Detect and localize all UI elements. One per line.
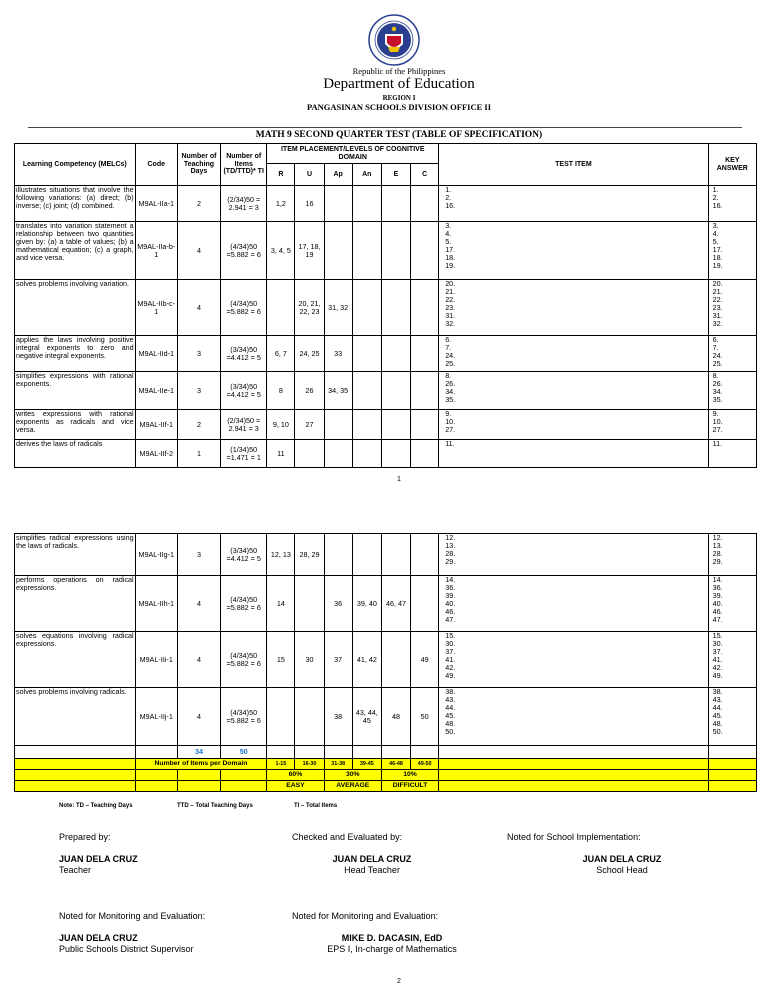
level-u-cell: 26 — [295, 372, 324, 410]
competency-cell: simplifies expressions with rational exponents. — [15, 372, 136, 410]
days-cell: 4 — [177, 576, 220, 632]
table-row — [15, 410, 757, 440]
range-e: 46-48 — [381, 759, 410, 770]
test-item-cell: 15. 30. 37. 41. 42. 49. — [439, 632, 708, 688]
level-e-cell — [381, 372, 410, 410]
code-cell: M9AL-IIe-1 — [135, 372, 177, 410]
level-an-cell — [352, 440, 381, 468]
days-cell: 4 — [177, 632, 220, 688]
col-header-test-item: TEST ITEM — [439, 144, 708, 186]
items-cell: (4/34)50 =5.882 = 6 — [221, 280, 267, 336]
competency-cell: performs operations on radical expressions. — [15, 576, 136, 632]
competency-cell: applies the laws involving positive integral exponents to zero and negative integral exponents. — [15, 336, 136, 372]
level-u-cell: 16 — [295, 186, 324, 222]
items-cell: (4/34)50 =5.882 = 6 — [221, 576, 267, 632]
level-r-cell: 15 — [267, 632, 295, 688]
level-ap-cell: 33 — [324, 336, 352, 372]
competency-cell: solves problems involving variation. — [15, 280, 136, 336]
test-item-cell: 14. 36. 39. 40. 46. 47. — [439, 576, 708, 632]
checked-title: Head Teacher — [344, 865, 400, 875]
key-answer-cell: 8. 26. 34. 35. — [708, 372, 756, 410]
summary-percents-row — [15, 770, 757, 781]
level-ap-cell — [324, 222, 352, 280]
code-cell: M9AL-IId-1 — [135, 336, 177, 372]
days-cell: 4 — [177, 280, 220, 336]
range-r: 1-15 — [267, 759, 295, 770]
code-cell: M9AL-IIf-2 — [135, 440, 177, 468]
level-r-cell: 8 — [267, 372, 295, 410]
items-cell: (3/34)50 =4.412 = 5 — [221, 372, 267, 410]
col-header-an: An — [352, 164, 381, 186]
level-e-cell — [381, 410, 410, 440]
code-cell: M9AL-IIj-1 — [135, 688, 177, 746]
competency-cell: writes expressions with rational exponents as radicals and vice versa. — [15, 410, 136, 440]
key-answer-cell: 20. 21. 22. 23. 31. 32. — [708, 280, 756, 336]
page-number-1: 1 — [397, 476, 401, 483]
test-item-cell: 9. 10. 27. — [439, 410, 708, 440]
table-row — [15, 372, 757, 410]
level-an-cell: 41, 42 — [352, 632, 381, 688]
level-e-cell: 46, 47 — [381, 576, 410, 632]
col-header-days: Number of Teaching Days — [177, 144, 220, 186]
col-header-r: R — [267, 164, 295, 186]
monitor1-label: Noted for Monitoring and Evaluation: — [59, 911, 206, 921]
division-name: PANGASINAN SCHOOLS DIVISION OFFICE II — [306, 102, 492, 112]
col-header-code: Code — [135, 144, 177, 186]
test-item-cell: 20. 21. 22. 23. 31. 32. — [439, 280, 708, 336]
level-ap-cell — [324, 186, 352, 222]
level-an-cell — [352, 336, 381, 372]
key-answer-cell: 6. 7. 24. 25. — [708, 336, 756, 372]
level-u-cell: 20, 21, 22, 23 — [295, 280, 324, 336]
items-cell: (3/34)50 =4.412 = 5 — [221, 534, 267, 576]
monitor2-title: EPS I, In-charge of Mathematics — [327, 944, 457, 954]
level-c-cell: 50 — [411, 688, 439, 746]
monitor2-name: MIKE D. DACASIN, EdD — [341, 933, 443, 943]
noted-label: Noted for School Implementation: — [507, 832, 641, 842]
level-e-cell — [381, 632, 410, 688]
table-row — [15, 336, 757, 372]
level-ap-cell: 37 — [324, 632, 352, 688]
days-cell: 2 — [177, 186, 220, 222]
col-header-key: KEY ANSWER — [708, 144, 756, 186]
col-header-items: Number of Items (TD/TTD)* TI — [221, 144, 267, 186]
level-r-cell: 11 — [267, 440, 295, 468]
table-row — [15, 576, 757, 632]
level-r-cell: 9, 10 — [267, 410, 295, 440]
level-u-cell — [295, 440, 324, 468]
competency-cell: illustrates situations that involve the following variations: (a) direct; (b) inverse; (c) joint; (d) combined. — [15, 186, 136, 222]
region-name: REGION I — [382, 94, 416, 102]
level-e-cell — [381, 440, 410, 468]
items-cell: (2/34)50 = 2.941 = 3 — [221, 186, 267, 222]
days-cell: 3 — [177, 336, 220, 372]
level-ap-cell — [324, 534, 352, 576]
key-answer-cell: 12. 13. 28. 29. — [708, 534, 756, 576]
tos-table-page-2 — [14, 533, 757, 792]
page-number-2: 2 — [397, 978, 401, 985]
code-cell: M9AL-IIg-1 — [135, 534, 177, 576]
level-c-cell — [411, 280, 439, 336]
level-u-cell: 17, 18, 19 — [295, 222, 324, 280]
note-td: Note: TD – Teaching Days — [59, 803, 133, 809]
competency-cell: solves equations involving radical expressions. — [15, 632, 136, 688]
range-ap: 31-38 — [324, 759, 352, 770]
level-c-cell — [411, 576, 439, 632]
level-r-cell: 14 — [267, 576, 295, 632]
level-u-cell: 27 — [295, 410, 324, 440]
days-cell: 3 — [177, 534, 220, 576]
days-cell: 3 — [177, 372, 220, 410]
days-cell: 4 — [177, 222, 220, 280]
monitor1-name: JUAN DELA CRUZ — [59, 933, 138, 943]
code-cell: M9AL-IIb-c-1 — [135, 280, 177, 336]
level-u-cell — [295, 576, 324, 632]
percent-difficult: 10% — [381, 770, 438, 781]
level-c-cell: 49 — [411, 632, 439, 688]
level-average: AVERAGE — [324, 781, 381, 792]
level-an-cell — [352, 534, 381, 576]
total-items: 50 — [221, 746, 267, 759]
code-cell: M9AL-IIh-1 — [135, 576, 177, 632]
table-row — [15, 222, 757, 280]
level-an-cell — [352, 280, 381, 336]
col-header-c: C — [411, 164, 439, 186]
key-answer-cell: 14. 36. 39. 40. 46. 47. — [708, 576, 756, 632]
days-cell: 2 — [177, 410, 220, 440]
test-item-cell: 11. — [439, 440, 708, 468]
items-cell: (1/34)50 =1.471 = 1 — [221, 440, 267, 468]
level-ap-cell — [324, 410, 352, 440]
level-difficult: DIFFICULT — [381, 781, 438, 792]
level-c-cell — [411, 222, 439, 280]
key-answer-cell: 15. 30. 37. 41. 42. 49. — [708, 632, 756, 688]
summary-levels-row — [15, 781, 757, 792]
level-c-cell — [411, 372, 439, 410]
level-u-cell — [295, 688, 324, 746]
test-item-cell: 3. 4. 5. 17. 18. 19. — [439, 222, 708, 280]
items-cell: (3/34)50 =4.412 = 5 — [221, 336, 267, 372]
level-an-cell — [352, 410, 381, 440]
level-r-cell: 3, 4, 5 — [267, 222, 295, 280]
level-an-cell: 39, 40 — [352, 576, 381, 632]
level-r-cell — [267, 280, 295, 336]
level-an-cell — [352, 222, 381, 280]
republic-line: Republic of the Philippines — [352, 66, 446, 76]
note-ttd: TTD – Total Teaching Days — [177, 803, 253, 809]
table-row — [15, 440, 757, 468]
level-r-cell: 1,2 — [267, 186, 295, 222]
test-item-cell: 8. 26. 34. 35. — [439, 372, 708, 410]
level-ap-cell: 31, 32 — [324, 280, 352, 336]
checked-label: Checked and Evaluated by: — [292, 832, 403, 842]
table-row — [15, 688, 757, 746]
range-u: 16-30 — [295, 759, 324, 770]
col-header-ap: Ap — [324, 164, 352, 186]
header-divider — [28, 127, 742, 128]
level-e-cell — [381, 534, 410, 576]
monitor2-label: Noted for Monitoring and Evaluation: — [292, 911, 439, 921]
code-cell: M9AL-IIa-1 — [135, 186, 177, 222]
prepared-name: JUAN DELA CRUZ — [59, 854, 138, 864]
code-cell: M9AL-IIf-1 — [135, 410, 177, 440]
level-u-cell: 28, 29 — [295, 534, 324, 576]
table-row — [15, 632, 757, 688]
percent-easy: 60% — [267, 770, 324, 781]
level-e-cell — [381, 222, 410, 280]
table-row — [15, 534, 757, 576]
col-header-competency: Learning Competency (MELCs) — [15, 144, 136, 186]
table-title: MATH 9 SECOND QUARTER TEST (TABLE OF SPECIFICATION) — [255, 130, 543, 140]
prepared-title: Teacher — [59, 865, 92, 875]
level-an-cell — [352, 372, 381, 410]
items-cell: (4/34)50 =5.882 = 6 — [221, 688, 267, 746]
col-header-e: E — [381, 164, 410, 186]
level-ap-cell: 38 — [324, 688, 352, 746]
prepared-label: Prepared by: — [59, 832, 111, 842]
level-ap-cell — [324, 440, 352, 468]
col-header-placement: ITEM PLACEMENT/LEVELS OF COGNITIVE DOMAIN — [267, 144, 439, 164]
range-c: 49-50 — [411, 759, 439, 770]
code-cell: M9AL-IIa-b-1 — [135, 222, 177, 280]
level-r-cell: 6, 7 — [267, 336, 295, 372]
competency-cell: simplifies radical expressions using the laws of radicals. — [15, 534, 136, 576]
totals-row — [15, 746, 757, 759]
summary-ranges-row — [15, 759, 757, 770]
level-e-cell — [381, 336, 410, 372]
deped-seal-icon — [368, 14, 420, 66]
department-name: Department of Education — [323, 76, 475, 92]
tos-table-page-1 — [14, 143, 757, 468]
code-cell: M9AL-IIi-1 — [135, 632, 177, 688]
test-item-cell: 38. 43. 44. 45. 48. 50. — [439, 688, 708, 746]
level-e-cell — [381, 280, 410, 336]
noted-title: School Head — [596, 865, 648, 875]
note-ti: TI – Total Items — [294, 803, 338, 809]
competency-cell: solves problems involving radicals. — [15, 688, 136, 746]
days-cell: 1 — [177, 440, 220, 468]
level-r-cell — [267, 688, 295, 746]
monitor1-title: Public Schools District Supervisor — [59, 944, 194, 954]
level-an-cell — [352, 186, 381, 222]
days-cell: 4 — [177, 688, 220, 746]
checked-name: JUAN DELA CRUZ — [332, 854, 412, 864]
items-cell: (2/34)50 = 2.941 = 3 — [221, 410, 267, 440]
level-u-cell: 24, 25 — [295, 336, 324, 372]
key-answer-cell: 3. 4. 5. 17. 18. 19. — [708, 222, 756, 280]
key-answer-cell: 11. — [708, 440, 756, 468]
percent-average: 30% — [324, 770, 381, 781]
table-row — [15, 280, 757, 336]
summary-label: Number of Items per Domain — [135, 759, 267, 770]
range-an: 39-45 — [352, 759, 381, 770]
table-row — [15, 186, 757, 222]
competency-cell: translates into variation statement a relationship between two quantities given by: (a) a table of values; (b) a mathematical equation; (c) a graph, and vice versa. — [15, 222, 136, 280]
level-c-cell — [411, 336, 439, 372]
col-header-u: U — [295, 164, 324, 186]
level-an-cell: 43, 44, 45 — [352, 688, 381, 746]
level-c-cell — [411, 186, 439, 222]
level-c-cell — [411, 440, 439, 468]
level-u-cell: 30 — [295, 632, 324, 688]
level-e-cell — [381, 186, 410, 222]
items-cell: (4/34)50 =5.882 = 6 — [221, 632, 267, 688]
key-answer-cell: 38. 43. 44. 45. 48. 50. — [708, 688, 756, 746]
level-ap-cell: 34, 35 — [324, 372, 352, 410]
noted-name: JUAN DELA CRUZ — [582, 854, 662, 864]
level-e-cell: 48 — [381, 688, 410, 746]
level-c-cell — [411, 534, 439, 576]
test-item-cell: 12. 13. 28. 29. — [439, 534, 708, 576]
competency-cell: derives the laws of radicals — [15, 440, 136, 468]
level-c-cell — [411, 410, 439, 440]
key-answer-cell: 1. 2. 16. — [708, 186, 756, 222]
test-item-cell: 6. 7. 24. 25. — [439, 336, 708, 372]
level-r-cell: 12, 13 — [267, 534, 295, 576]
key-answer-cell: 9. 10. 27. — [708, 410, 756, 440]
level-easy: EASY — [267, 781, 324, 792]
test-item-cell: 1. 2. 16. — [439, 186, 708, 222]
level-ap-cell: 36 — [324, 576, 352, 632]
items-cell: (4/34)50 =5.882 = 6 — [221, 222, 267, 280]
total-days: 34 — [177, 746, 220, 759]
